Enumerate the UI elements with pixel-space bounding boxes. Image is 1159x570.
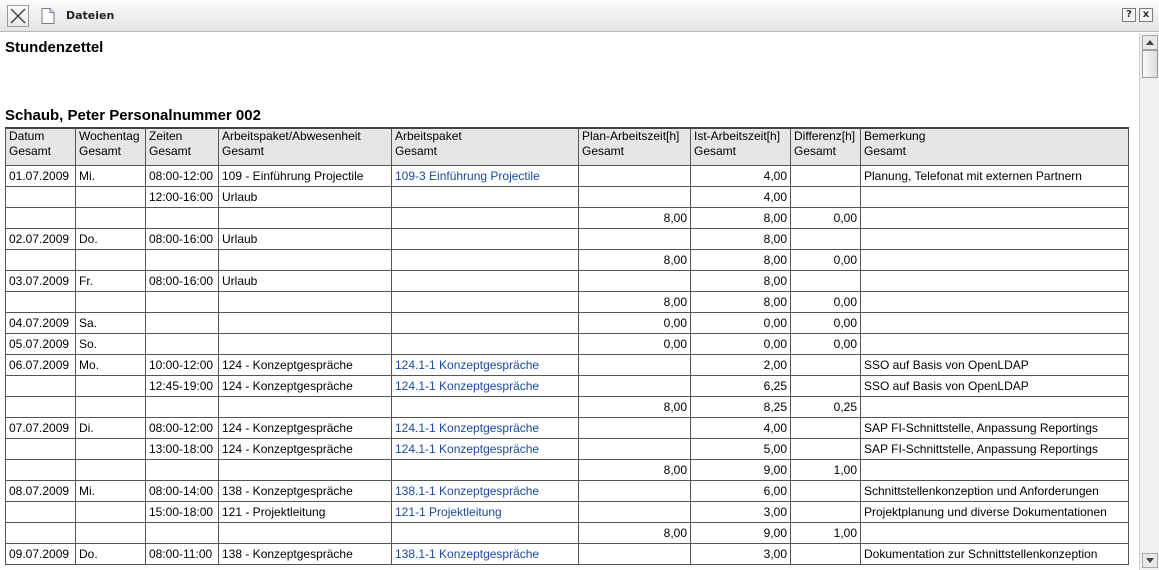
window-title: Dateien (66, 9, 115, 22)
cell-work-package (392, 523, 579, 544)
cell-work-package (392, 229, 579, 250)
cell-times (146, 292, 219, 313)
cell-work-package[interactable]: 124.1-1 Konzeptgespräche (392, 376, 579, 397)
cell-times: 12:45-19:00 (146, 376, 219, 397)
scroll-up-button[interactable] (1142, 35, 1158, 50)
timesheet-table (5, 127, 1129, 565)
cell-work-package-absence (219, 292, 392, 313)
cell-times: 10:00-12:00 (146, 355, 219, 376)
cell-work-package-absence: Urlaub (219, 187, 392, 208)
cell-work-package (392, 460, 579, 481)
cell-work-package-absence: 124 - Konzeptgespräche (219, 376, 392, 397)
cell-work-package (392, 334, 579, 355)
cell-difference (791, 376, 861, 397)
cell-date: 08.07.2009 (6, 481, 76, 502)
cell-planned-hours (579, 187, 691, 208)
cell-work-package[interactable]: 109-3 Einführung Projectile (392, 166, 579, 187)
column-header-date (6, 128, 76, 166)
header-label: Datum (9, 129, 45, 143)
cell-times: 15:00-18:00 (146, 502, 219, 523)
cell-planned-hours (579, 481, 691, 502)
cell-weekday (76, 523, 146, 544)
cell-work-package-absence (219, 523, 392, 544)
cell-work-package-absence: 138 - Konzeptgespräche (219, 544, 392, 565)
cell-difference: 0,00 (791, 334, 861, 355)
cell-work-package-absence (219, 397, 392, 418)
cell-times (146, 523, 219, 544)
cell-work-package (392, 397, 579, 418)
cell-work-package[interactable]: 121-1 Projektleitung (392, 502, 579, 523)
cell-date (6, 439, 76, 460)
table-row (6, 229, 1129, 250)
cell-remark (861, 523, 1129, 544)
cell-difference: 0,25 (791, 397, 861, 418)
cell-times (146, 334, 219, 355)
header-sublabel: Gesamt (582, 144, 625, 158)
cell-difference: 0,00 (791, 208, 861, 229)
cell-actual-hours: 8,25 (691, 397, 791, 418)
cell-weekday (76, 208, 146, 229)
cell-date (6, 208, 76, 229)
cell-difference: 0,00 (791, 292, 861, 313)
table-row (6, 481, 1129, 502)
cell-work-package-absence: 121 - Projektleitung (219, 502, 392, 523)
cell-times: 08:00-16:00 (146, 271, 219, 292)
cell-times (146, 460, 219, 481)
maximize-button[interactable]: x (1139, 8, 1153, 22)
cell-weekday (76, 250, 146, 271)
cell-actual-hours: 3,00 (691, 544, 791, 565)
cell-work-package[interactable]: 124.1-1 Konzeptgespräche (392, 418, 579, 439)
column-header-work-package (392, 128, 579, 166)
table-row (6, 271, 1129, 292)
header-label: Arbeitspaket (395, 129, 462, 143)
cell-planned-hours: 8,00 (579, 460, 691, 481)
window-titlebar (0, 0, 1159, 32)
column-header-actual-hours (691, 128, 791, 166)
cell-remark: Projektplanung und diverse Dokumentationen (861, 502, 1129, 523)
cell-planned-hours (579, 229, 691, 250)
cell-difference (791, 229, 861, 250)
table-row (6, 544, 1129, 565)
cell-work-package[interactable]: 138.1-1 Konzeptgespräche (392, 481, 579, 502)
cell-difference (791, 418, 861, 439)
cell-actual-hours: 4,00 (691, 166, 791, 187)
cell-planned-hours (579, 439, 691, 460)
cell-difference (791, 544, 861, 565)
scroll-thumb[interactable] (1142, 50, 1158, 78)
cell-difference: 0,00 (791, 250, 861, 271)
table-body (6, 166, 1129, 565)
cell-difference: 1,00 (791, 460, 861, 481)
cell-date (6, 376, 76, 397)
cell-times: 08:00-12:00 (146, 418, 219, 439)
scroll-down-button[interactable] (1142, 553, 1158, 568)
table-row (6, 250, 1129, 271)
cell-difference (791, 187, 861, 208)
cell-date (6, 187, 76, 208)
cell-date: 03.07.2009 (6, 271, 76, 292)
cell-actual-hours: 0,00 (691, 313, 791, 334)
cell-planned-hours: 8,00 (579, 523, 691, 544)
cell-work-package (392, 292, 579, 313)
cell-weekday: Do. (76, 229, 146, 250)
cell-planned-hours (579, 544, 691, 565)
arrow-down-icon (1143, 554, 1157, 567)
cell-remark (861, 229, 1129, 250)
header-label: Plan-Arbeitszeit[h] (582, 129, 680, 143)
cell-difference: 1,00 (791, 523, 861, 544)
table-row (6, 460, 1129, 481)
header-label: Zeiten (149, 129, 183, 143)
arrow-up-icon (1143, 36, 1157, 49)
cell-planned-hours: 8,00 (579, 250, 691, 271)
cell-work-package[interactable]: 138.1-1 Konzeptgespräche (392, 544, 579, 565)
cell-difference (791, 271, 861, 292)
cell-weekday: Mi. (76, 166, 146, 187)
header-label: Ist-Arbeitszeit[h] (694, 129, 781, 143)
cell-work-package-absence: 109 - Einführung Projectile (219, 166, 392, 187)
cell-weekday (76, 397, 146, 418)
cell-planned-hours (579, 271, 691, 292)
cell-remark: SAP FI-Schnittstelle, Anpassung Reportings (861, 418, 1129, 439)
cell-difference: 0,00 (791, 313, 861, 334)
cell-work-package[interactable]: 124.1-1 Konzeptgespräche (392, 439, 579, 460)
vertical-scrollbar[interactable] (1139, 33, 1159, 570)
cell-work-package-absence (219, 313, 392, 334)
column-header-weekday (76, 128, 146, 166)
cell-actual-hours: 8,00 (691, 250, 791, 271)
cell-planned-hours (579, 376, 691, 397)
cell-remark (861, 334, 1129, 355)
cell-weekday (76, 439, 146, 460)
cell-remark (861, 460, 1129, 481)
column-header-times (146, 128, 219, 166)
cell-remark (861, 250, 1129, 271)
table-row (6, 376, 1129, 397)
table-row (6, 439, 1129, 460)
table-row (6, 355, 1129, 376)
close-icon (8, 6, 28, 26)
cell-work-package-absence: 138 - Konzeptgespräche (219, 481, 392, 502)
table-row (6, 313, 1129, 334)
cell-date: 02.07.2009 (6, 229, 76, 250)
help-button[interactable]: ? (1122, 8, 1136, 22)
cell-actual-hours: 9,00 (691, 523, 791, 544)
column-header-work-package-absence (219, 128, 392, 166)
cell-date (6, 502, 76, 523)
cell-times: 08:00-16:00 (146, 229, 219, 250)
cell-times: 08:00-11:00 (146, 544, 219, 565)
cell-work-package-absence (219, 334, 392, 355)
header-label: Differenz[h] (794, 129, 856, 143)
cell-date: 09.07.2009 (6, 544, 76, 565)
cell-date: 04.07.2009 (6, 313, 76, 334)
header-sublabel: Gesamt (222, 144, 265, 158)
cell-weekday: Do. (76, 544, 146, 565)
cell-work-package (392, 250, 579, 271)
cell-work-package-absence (219, 250, 392, 271)
header-sublabel: Gesamt (864, 144, 907, 158)
cell-work-package (392, 208, 579, 229)
column-header-difference (791, 128, 861, 166)
cell-weekday: Sa. (76, 313, 146, 334)
cell-remark (861, 271, 1129, 292)
cell-weekday (76, 376, 146, 397)
table-row (6, 166, 1129, 187)
cell-weekday (76, 460, 146, 481)
table-row (6, 502, 1129, 523)
column-header-remark (861, 128, 1129, 166)
cell-remark: SSO auf Basis von OpenLDAP (861, 355, 1129, 376)
table-row (6, 334, 1129, 355)
cell-difference (791, 481, 861, 502)
cell-remark (861, 313, 1129, 334)
cell-work-package-absence (219, 460, 392, 481)
cell-remark: Planung, Telefonat mit externen Partnern (861, 166, 1129, 187)
cell-actual-hours: 3,00 (691, 502, 791, 523)
cell-times: 08:00-12:00 (146, 166, 219, 187)
cell-times (146, 397, 219, 418)
cell-weekday: Fr. (76, 271, 146, 292)
cell-planned-hours: 8,00 (579, 292, 691, 313)
table-row (6, 208, 1129, 229)
cell-actual-hours: 9,00 (691, 460, 791, 481)
cell-date (6, 292, 76, 313)
cell-remark (861, 397, 1129, 418)
cell-date: 01.07.2009 (6, 166, 76, 187)
cell-remark (861, 292, 1129, 313)
cell-actual-hours: 2,00 (691, 355, 791, 376)
table-row (6, 187, 1129, 208)
page-title: Stundenzettel (5, 39, 104, 56)
cell-work-package-absence (219, 208, 392, 229)
cell-date: 05.07.2009 (6, 334, 76, 355)
cell-actual-hours: 6,00 (691, 481, 791, 502)
cell-times: 08:00-14:00 (146, 481, 219, 502)
person-heading: Schaub, Peter Personalnummer 002 (5, 107, 261, 124)
cell-actual-hours: 4,00 (691, 187, 791, 208)
cell-difference (791, 166, 861, 187)
cell-remark: SAP FI-Schnittstelle, Anpassung Reportings (861, 439, 1129, 460)
cell-work-package-absence: Urlaub (219, 229, 392, 250)
cell-actual-hours: 8,00 (691, 229, 791, 250)
cell-remark: Schnittstellenkonzeption und Anforderungen (861, 481, 1129, 502)
header-sublabel: Gesamt (149, 144, 192, 158)
cell-weekday: So. (76, 334, 146, 355)
cell-work-package-absence: 124 - Konzeptgespräche (219, 355, 392, 376)
cell-work-package-absence: 124 - Konzeptgespräche (219, 439, 392, 460)
cell-remark (861, 208, 1129, 229)
column-header-planned-hours (579, 128, 691, 166)
cell-weekday: Mi. (76, 481, 146, 502)
cell-weekday: Mo. (76, 355, 146, 376)
cell-actual-hours: 0,00 (691, 334, 791, 355)
cell-planned-hours (579, 166, 691, 187)
cell-remark (861, 187, 1129, 208)
header-label: Bemerkung (864, 129, 926, 143)
cell-planned-hours (579, 355, 691, 376)
cell-actual-hours: 4,00 (691, 418, 791, 439)
cell-actual-hours: 6,25 (691, 376, 791, 397)
cell-work-package-absence: Urlaub (219, 271, 392, 292)
cell-actual-hours: 8,00 (691, 208, 791, 229)
cell-difference (791, 439, 861, 460)
header-label: Wochentag (79, 129, 140, 143)
cell-planned-hours (579, 502, 691, 523)
cell-times: 12:00-16:00 (146, 187, 219, 208)
cell-date (6, 397, 76, 418)
header-sublabel: Gesamt (79, 144, 122, 158)
cell-work-package (392, 271, 579, 292)
cell-planned-hours: 8,00 (579, 208, 691, 229)
cell-work-package (392, 313, 579, 334)
table-row (6, 523, 1129, 544)
table-header-row (6, 128, 1129, 166)
cell-times: 13:00-18:00 (146, 439, 219, 460)
cell-weekday (76, 292, 146, 313)
cell-date: 07.07.2009 (6, 418, 76, 439)
close-button[interactable] (7, 5, 29, 27)
cell-actual-hours: 8,00 (691, 271, 791, 292)
cell-work-package[interactable]: 124.1-1 Konzeptgespräche (392, 355, 579, 376)
cell-date (6, 250, 76, 271)
cell-remark: Dokumentation zur Schnittstellenkonzeption (861, 544, 1129, 565)
cell-times (146, 208, 219, 229)
header-sublabel: Gesamt (694, 144, 737, 158)
header-sublabel: Gesamt (9, 144, 52, 158)
cell-times (146, 250, 219, 271)
table-row (6, 397, 1129, 418)
document-icon (41, 8, 55, 24)
cell-weekday: Di. (76, 418, 146, 439)
cell-work-package (392, 187, 579, 208)
table-row (6, 418, 1129, 439)
cell-work-package-absence: 124 - Konzeptgespräche (219, 418, 392, 439)
cell-planned-hours (579, 418, 691, 439)
header-sublabel: Gesamt (395, 144, 438, 158)
cell-date: 06.07.2009 (6, 355, 76, 376)
cell-planned-hours: 0,00 (579, 313, 691, 334)
cell-actual-hours: 5,00 (691, 439, 791, 460)
report-content (0, 33, 1139, 570)
cell-date (6, 523, 76, 544)
cell-weekday (76, 187, 146, 208)
table-row (6, 292, 1129, 313)
header-sublabel: Gesamt (794, 144, 837, 158)
cell-remark: SSO auf Basis von OpenLDAP (861, 376, 1129, 397)
cell-difference (791, 502, 861, 523)
cell-planned-hours: 8,00 (579, 397, 691, 418)
cell-date (6, 460, 76, 481)
header-label: Arbeitspaket/Abwesenheit (222, 129, 361, 143)
cell-times (146, 313, 219, 334)
cell-actual-hours: 8,00 (691, 292, 791, 313)
cell-weekday (76, 502, 146, 523)
cell-planned-hours: 0,00 (579, 334, 691, 355)
cell-difference (791, 355, 861, 376)
